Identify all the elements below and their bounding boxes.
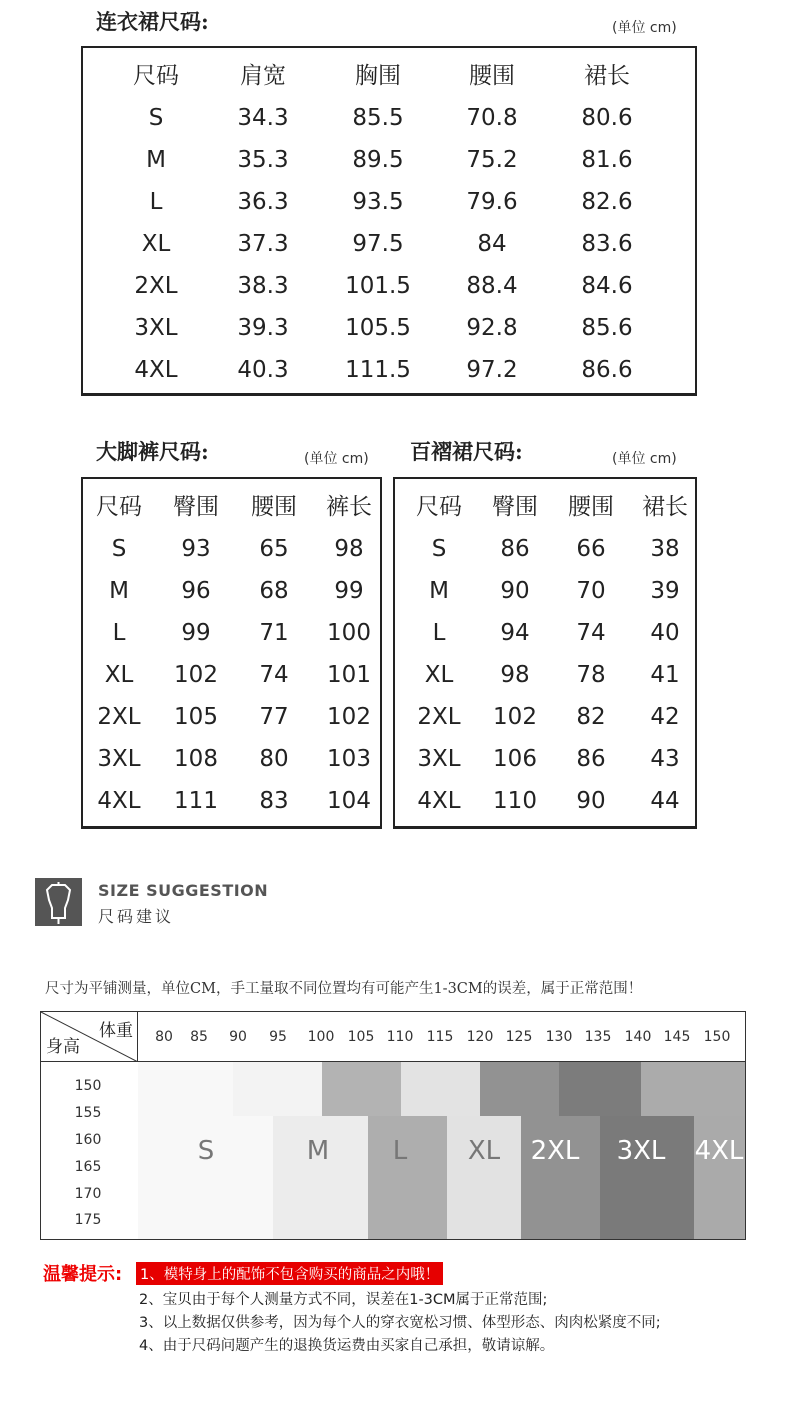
value-cell: 98 — [500, 662, 530, 688]
size-cell: L — [149, 189, 163, 215]
header-cell: 臀围 — [173, 494, 219, 520]
size-label-l: L — [392, 1136, 408, 1166]
value-cell: 103 — [327, 746, 371, 772]
value-cell: 102 — [327, 704, 371, 730]
size-cell: 4XL — [97, 788, 141, 814]
header-cell: 尺码 — [416, 494, 462, 520]
tip-item-1: 1、模特身上的配饰不包含购买的商品之内哦！ — [136, 1262, 443, 1285]
value-cell: 100 — [327, 620, 371, 646]
value-cell: 36.3 — [237, 189, 289, 215]
size-cell: 2XL — [97, 704, 141, 730]
value-cell: 84.6 — [581, 273, 633, 299]
weight-label: 90 — [229, 1029, 247, 1045]
value-cell: 43 — [650, 746, 680, 772]
size-cell: S — [148, 105, 164, 131]
value-cell: 42 — [650, 704, 680, 730]
weight-label: 115 — [426, 1029, 454, 1045]
pants-size-title: 大脚裤尺码: — [96, 439, 209, 464]
header-cell: 腰围 — [251, 494, 297, 520]
weight-label: 135 — [584, 1029, 612, 1045]
table-row — [395, 654, 695, 696]
size-cell: XL — [424, 662, 454, 688]
value-cell: 39.3 — [237, 315, 289, 341]
value-cell: 80.6 — [581, 105, 633, 131]
size-cell: XL — [104, 662, 134, 688]
table-row — [395, 528, 695, 570]
value-cell: 79.6 — [466, 189, 518, 215]
tips-heading: 温馨提示: — [43, 1264, 123, 1285]
table-row — [83, 570, 380, 612]
size-region-l-upper — [322, 1062, 401, 1116]
value-cell: 86 — [576, 746, 606, 772]
weight-label: 100 — [307, 1029, 335, 1045]
value-cell: 94 — [500, 620, 530, 646]
value-cell: 99 — [334, 578, 364, 604]
value-cell: 38.3 — [237, 273, 289, 299]
header-cell: 裙长 — [642, 494, 688, 520]
value-cell: 34.3 — [237, 105, 289, 131]
value-cell: 84 — [477, 231, 507, 257]
value-cell: 82 — [576, 704, 606, 730]
value-cell: 96 — [181, 578, 211, 604]
value-cell: 97.2 — [466, 357, 518, 383]
size-cell: XL — [141, 231, 171, 257]
value-cell: 70.8 — [466, 105, 518, 131]
value-cell: 75.2 — [466, 147, 518, 173]
height-label: 160 — [74, 1132, 102, 1148]
measurement-note: 尺寸为平铺测量，单位CM，手工量取不同位置均有可能产生1-3CM的误差，属于正常范围！ — [45, 981, 643, 997]
size-cell: L — [432, 620, 446, 646]
value-cell: 93.5 — [352, 189, 404, 215]
value-cell: 39 — [650, 578, 680, 604]
size-label-2xl: 2XL — [530, 1136, 580, 1166]
value-cell: 85.6 — [581, 315, 633, 341]
table-row — [83, 223, 695, 265]
table-row — [395, 738, 695, 780]
table-header-row — [395, 486, 695, 528]
skirt-size-table — [393, 477, 697, 829]
table-header-row — [83, 55, 695, 97]
size-cell: S — [431, 536, 447, 562]
corner-weight-label: 体重 — [99, 1021, 133, 1041]
value-cell: 82.6 — [581, 189, 633, 215]
table-row — [395, 780, 695, 822]
value-cell: 65 — [259, 536, 289, 562]
size-suggestion-title-en: SIZE SUGGESTION — [98, 881, 269, 900]
header-cell: 肩宽 — [240, 63, 286, 89]
tip-item-3: 3、以上数据仅供参考，因为每个人的穿衣宽松习惯、体型形态、肉肉松紧度不同; — [139, 1315, 661, 1331]
value-cell: 74 — [576, 620, 606, 646]
value-cell: 90 — [576, 788, 606, 814]
value-cell: 92.8 — [466, 315, 518, 341]
table-row — [83, 307, 695, 349]
value-cell: 40.3 — [237, 357, 289, 383]
weight-label: 95 — [269, 1029, 287, 1045]
size-label-s: S — [197, 1136, 215, 1166]
header-cell: 腰围 — [469, 63, 515, 89]
header-cell: 裤长 — [326, 494, 372, 520]
skirt-unit-label: (单位 cm) — [612, 451, 677, 467]
header-cell: 腰围 — [568, 494, 614, 520]
size-region-xl — [447, 1116, 521, 1240]
value-cell: 110 — [493, 788, 537, 814]
dress-size-table — [81, 46, 697, 396]
table-row — [395, 612, 695, 654]
value-cell: 85.5 — [352, 105, 404, 131]
value-cell: 71 — [259, 620, 289, 646]
header-cell: 臀围 — [492, 494, 538, 520]
value-cell: 70 — [576, 578, 606, 604]
weight-label: 80 — [155, 1029, 173, 1045]
value-cell: 111.5 — [345, 357, 411, 383]
size-region-3xl-upper — [559, 1062, 641, 1116]
header-cell: 尺码 — [96, 494, 142, 520]
value-cell: 98 — [334, 536, 364, 562]
corner-height-label: 身高 — [46, 1037, 80, 1057]
size-region-2xl-upper — [480, 1062, 559, 1116]
header-cell: 胸围 — [355, 63, 401, 89]
size-region-4xl-upper — [641, 1062, 746, 1116]
size-cell: 2XL — [134, 273, 178, 299]
size-region-m — [273, 1116, 368, 1240]
value-cell: 66 — [576, 536, 606, 562]
size-cell: M — [146, 147, 166, 173]
value-cell: 106 — [493, 746, 537, 772]
weight-label: 130 — [545, 1029, 573, 1045]
value-cell: 86 — [500, 536, 530, 562]
dress-form-icon — [35, 878, 82, 926]
dress-size-title: 连衣裙尺码: — [96, 9, 209, 34]
size-cell: 3XL — [417, 746, 461, 772]
size-cell: S — [111, 536, 127, 562]
table-row — [83, 97, 695, 139]
size-label-3xl: 3XL — [616, 1136, 666, 1166]
value-cell: 80 — [259, 746, 289, 772]
table-row — [395, 570, 695, 612]
table-row — [83, 528, 380, 570]
table-row — [83, 654, 380, 696]
size-region-4xl — [694, 1116, 746, 1240]
grid-corner-cell — [41, 1012, 138, 1062]
size-suggestion-grid — [40, 1011, 746, 1240]
table-row — [83, 139, 695, 181]
weight-label: 140 — [624, 1029, 652, 1045]
size-region-m-upper — [233, 1062, 322, 1116]
weight-label: 145 — [663, 1029, 691, 1045]
table-row — [395, 696, 695, 738]
weight-label: 85 — [190, 1029, 208, 1045]
table-row — [83, 181, 695, 223]
value-cell: 38 — [650, 536, 680, 562]
value-cell: 89.5 — [352, 147, 404, 173]
table-header-row — [83, 486, 380, 528]
size-cell: 3XL — [134, 315, 178, 341]
value-cell: 37.3 — [237, 231, 289, 257]
value-cell: 90 — [500, 578, 530, 604]
size-label-m: M — [306, 1136, 330, 1166]
value-cell: 88.4 — [466, 273, 518, 299]
weight-label: 125 — [505, 1029, 533, 1045]
tip-item-2: 2、宝贝由于每个人测量方式不同，误差在1-3CM属于正常范围; — [139, 1292, 548, 1308]
pants-size-table — [81, 477, 382, 829]
height-label: 175 — [74, 1212, 102, 1228]
table-row — [83, 349, 695, 391]
value-cell: 81.6 — [581, 147, 633, 173]
table-row — [83, 612, 380, 654]
size-label-xl: XL — [467, 1136, 501, 1166]
weight-label: 105 — [347, 1029, 375, 1045]
size-region-3xl — [600, 1116, 694, 1240]
value-cell: 41 — [650, 662, 680, 688]
value-cell: 108 — [174, 746, 218, 772]
value-cell: 105 — [174, 704, 218, 730]
size-cell: 3XL — [97, 746, 141, 772]
table-row — [83, 696, 380, 738]
table-row — [83, 738, 380, 780]
table-row — [83, 265, 695, 307]
size-region-l — [368, 1116, 447, 1240]
value-cell: 40 — [650, 620, 680, 646]
size-cell: M — [109, 578, 129, 604]
height-label: 165 — [74, 1159, 102, 1175]
value-cell: 101 — [327, 662, 371, 688]
weight-label: 120 — [466, 1029, 494, 1045]
value-cell: 78 — [576, 662, 606, 688]
size-cell: 4XL — [417, 788, 461, 814]
value-cell: 68 — [259, 578, 289, 604]
value-cell: 101.5 — [345, 273, 411, 299]
dress-unit-label: (单位 cm) — [612, 20, 677, 36]
value-cell: 102 — [493, 704, 537, 730]
value-cell: 74 — [259, 662, 289, 688]
header-cell: 尺码 — [133, 63, 179, 89]
height-label: 155 — [74, 1105, 102, 1121]
value-cell: 44 — [650, 788, 680, 814]
value-cell: 99 — [181, 620, 211, 646]
value-cell: 105.5 — [345, 315, 411, 341]
skirt-size-title: 百褶裙尺码: — [410, 439, 523, 464]
value-cell: 35.3 — [237, 147, 289, 173]
value-cell: 104 — [327, 788, 371, 814]
size-cell: 4XL — [134, 357, 178, 383]
value-cell: 93 — [181, 536, 211, 562]
size-cell: M — [429, 578, 449, 604]
size-suggestion-title-cn: 尺码建议 — [98, 907, 175, 926]
size-cell: L — [112, 620, 126, 646]
tip-item-4: 4、由于尺码问题产生的退换货运费由买家自己承担，敬请谅解。 — [139, 1338, 555, 1354]
value-cell: 77 — [259, 704, 289, 730]
weight-label: 150 — [703, 1029, 731, 1045]
value-cell: 102 — [174, 662, 218, 688]
height-label: 170 — [74, 1186, 102, 1202]
pants-unit-label: (单位 cm) — [304, 451, 369, 467]
value-cell: 83.6 — [581, 231, 633, 257]
height-label: 150 — [74, 1078, 102, 1094]
value-cell: 83 — [259, 788, 289, 814]
size-region-2xl — [521, 1116, 600, 1240]
weight-label: 110 — [386, 1029, 414, 1045]
header-cell: 裙长 — [584, 63, 630, 89]
value-cell: 97.5 — [352, 231, 404, 257]
size-cell: 2XL — [417, 704, 461, 730]
size-label-4xl: 4XL — [694, 1136, 744, 1166]
table-row — [83, 780, 380, 822]
size-region-xl-upper — [401, 1062, 480, 1116]
value-cell: 86.6 — [581, 357, 633, 383]
value-cell: 111 — [174, 788, 218, 814]
